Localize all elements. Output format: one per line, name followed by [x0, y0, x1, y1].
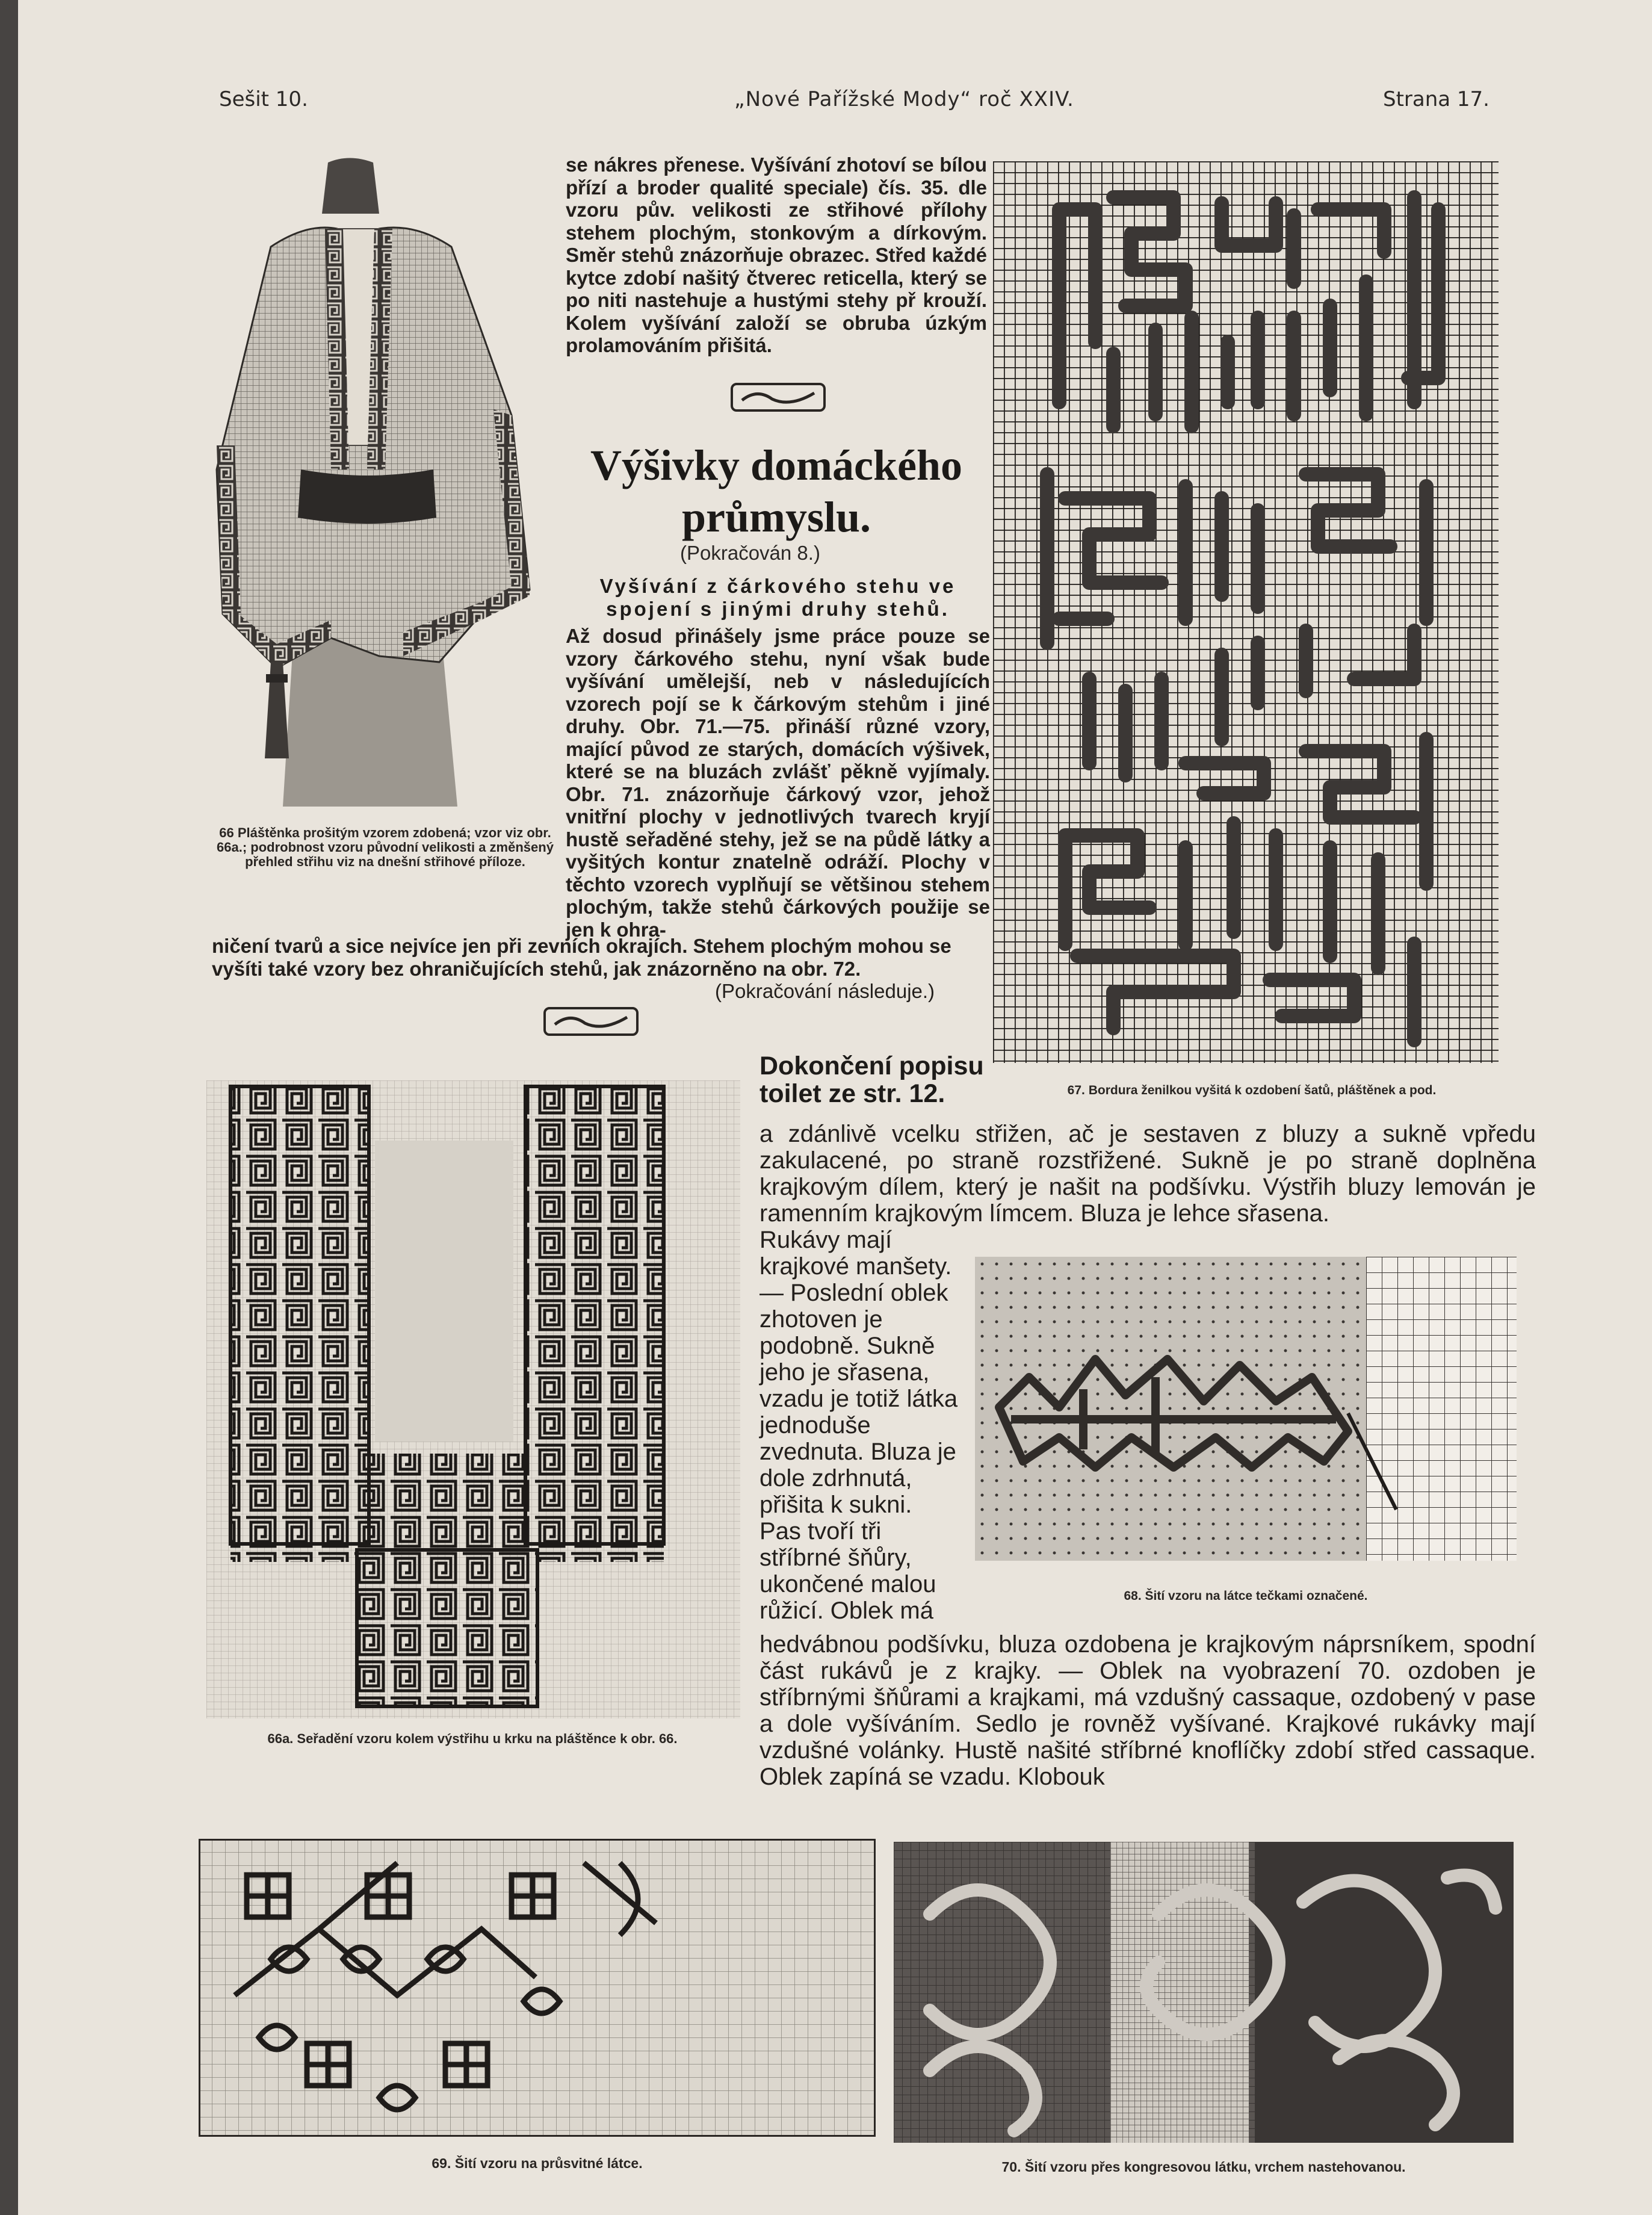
- header-magazine-title: „Nové Pařížské Mody“ roč XXIV.: [734, 87, 1074, 111]
- toilets-paragraph-top: a zdánlivě vcelku střižen, ač je sestaven z bluzy a sukně vpředu zakulacené, po straně rozstřižené. Sukně je po straně doplněna krajkovým dílem, který je našit na podšívku. Výstřih bluzy lemován je ramenním krajkovým límcem. Bluza je lehce sřasena.: [759, 1121, 1536, 1227]
- toilets-heading: [759, 1052, 984, 1108]
- figure-69-caption: 69. Šití vzoru na průsvitné látce.: [432, 2155, 643, 2171]
- article-continued-note: (Pokračování následuje.): [715, 980, 935, 1002]
- intro-paragraph: se nákres přenese. Vyšívání zhotoví se bílou přízí a broder qualité speciale) čís. 35. dle vzoru pův. velikosti ze střihové přílohy stehem plochým, stonkovým a dírkovým. Směr stehů znázorňuje obrazec. Střed každé kytce zdobí našitý čtverec reticella, který se po niti nastehuje a hustými stehy př krouží. Kolem vyšívání založí se obruba úzkým prolamováním přišitá.: [566, 153, 987, 356]
- toilets-heading-line2: toilet ze str. 12.: [759, 1079, 945, 1108]
- figure-66-caption: 66 Pláštěnka prošitým vzorem zdobená; vzor viz obr. 66a.; podrobnost vzoru původní velikosti a změnšený přehled střihu viz na dnešní střihové příloze.: [217, 825, 554, 869]
- figure-68-dotted-fabric: [975, 1257, 1517, 1561]
- article-title: Výšivky domáckého průmyslu.: [590, 441, 963, 541]
- header-page-number: Strana 17.: [1383, 87, 1490, 111]
- figure-66-cape-illustration: [199, 156, 548, 813]
- magazine-page: [18, 0, 1652, 2215]
- figure-66a-caption: 66a. Seřadění vzoru kolem výstřihu u krku na pláštěnce k obr. 66.: [267, 1731, 678, 1746]
- figure-70-congress-fabric: [894, 1842, 1514, 2143]
- figure-68-caption: 68. Šití vzoru na látce tečkami označené.: [1124, 1589, 1368, 1603]
- toilets-paragraph-narrow: Rukávy mají krajkové manšety. — Poslední oblek zhotoven je podobně. Sukně jeho je sřasena, vzadu je totiž látka jednoduše zvednuta. Bluza je dole zdrhnutá, přišita k sukni. Pas tvoří tři stříbrné šňůry, ukončené malou růžicí. Oblek má: [759, 1227, 958, 1624]
- article-continuation: ničení tvarů a sice nejvíce jen při zevních okrajích. Stehem plochým mohou se vyšíti také vzory bez ohraničujících stehů, jak znázorněno na obr. 72.: [212, 935, 951, 980]
- header-issue: Sešit 10.: [219, 87, 308, 111]
- ornament-divider-2: [543, 1006, 639, 1036]
- toilets-paragraph-bottom: hedvábnou podšívku, bluza ozdobena je krajkovým náprsníkem, spodní část rukávů je z krajky. — Oblek na vyobrazení 70. ozdoben je stříbrnými šňůrami a krajkami, má vzdušný cassaque, ozdobený v pase a dole vyšíváním. Sedlo je rovněž vyšívané. Krajkové rukávky mají vzdušné volánky. Hustě našité stříbrné knoflíčky zdobí střed cassaque. Oblek zapíná se vzadu. Klobouk: [759, 1631, 1536, 1790]
- toilets-heading-line1: Dokončení popisu: [759, 1052, 984, 1080]
- figure-69-transparent-fabric: [199, 1839, 876, 2137]
- article-paragraph: Až dosud přinášely jsme práce pouze se vzory čárkového stehu, nyní však bude vyšívání umělejší, neb v následujících vzorech pojí se k čárkovým stehům i jiné druhy. Obr. 71.—75. přináší různé vzory, mající původ ze starých, domácích výšivek, které se na bluzách zvlášť pěkně vyjímaly. Obr. 71. znázorňuje čárkový vzor, jehož vnitřní plochy v jednotlivých tvarech kryjí hustě seřaděné stehy, jež se na půdě látky a vyšitých kontur znatelně odráží. Plochy v těchto vzorech vyplňují se většinou stehem plochým, takže stehů čárkových použije se jen k ohra-: [566, 625, 990, 941]
- ornament-divider: [730, 382, 826, 412]
- figure-67-chenille-border: [993, 161, 1499, 1063]
- section-heading: Vyšívání z čárkového stehu ve spojení s jinými druhy stehů.: [599, 575, 956, 620]
- article-subtitle: (Pokračován 8.): [680, 542, 820, 564]
- figure-70-caption: 70. Šití vzoru přes kongresovou látku, vrchem nastehovanou.: [1001, 2159, 1406, 2175]
- figure-67-caption: 67. Bordura ženilkou vyšitá k ozdobení šatů, pláštěnek a pod.: [1067, 1083, 1437, 1097]
- figure-66a-greek-key-yoke: [206, 1080, 740, 1718]
